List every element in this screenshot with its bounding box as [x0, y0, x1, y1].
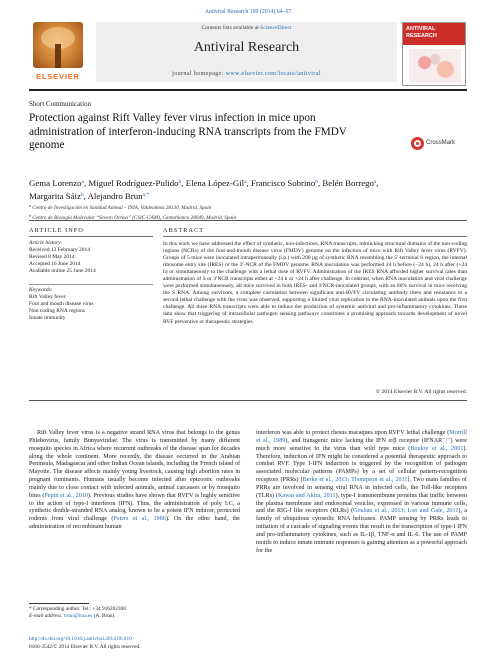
abstract-copyright: © 2014 Elsevier B.V. All rights reserved. — [375, 389, 467, 395]
affiliation-text: Centro de Investigación en Sanidad Animal – INIA, Valdeolmos 28130, Madrid, Spain — [31, 205, 212, 211]
body-text-segment: ). Therefore, induction of IFN might be considered a potential therapeutic approach to combat RVF. Type I-IFN induction is triggered by the recognition of pathogen associated molecular patterns (PAMPs) by a set of cellular pattern-recognition receptors (PRRs) [ — [256, 445, 468, 484]
citation-link[interactable]: Peters et al., 1986 — [113, 516, 166, 523]
article-history — [29, 240, 153, 275]
doi-link[interactable]: http://dx.doi.org/10.1016/j.antiviral.2014.06.010 — [29, 636, 132, 642]
author-separator: , — [246, 178, 251, 188]
elsevier-tree-icon — [33, 22, 83, 68]
body-text-segment: ]. Two main families of PRRs are involved in sensing viral RNA in infected cells, the Toll-like receptors (TLRs) ( — [256, 477, 467, 499]
abstract-bottom-divider — [29, 400, 467, 401]
body-text-segment: Rift Valley fever virus is a negative strand RNA virus that belongs to the genus Phlebovirus, family Bunyaviridae. The virus is transmitted by many different mosquito species in Africa where recurrent outbreaks of the disease span for decades along the whole continent. More recently, the disease occurred in the Arabian Peninsula, Madagascar and other Indian Ocean islands, including the French island of Mayotte. The disease affects mainly young livestock, causing high abortion rates in pregnant ruminants. Humans usually become infected after epizootic outbreaks mainly due to close contact with infected animals, animal carcasses or by mosquito bites ( — [29, 430, 240, 499]
author-affiliation-marker[interactable]: b — [80, 192, 84, 198]
body-column-left — [29, 430, 240, 532]
keywords — [29, 287, 153, 322]
keyword-item: Foot and mouth disease virus — [29, 301, 94, 307]
citation-link[interactable]: Morrill et al., 1989 — [256, 430, 467, 444]
author-separator: , — [83, 178, 89, 188]
author-affiliation-marker[interactable]: a — [244, 179, 247, 185]
citation-link[interactable]: Pepin et al., 2010 — [44, 492, 88, 499]
citation-link[interactable]: Bouloy et al., 2001 — [410, 445, 464, 452]
author-name[interactable]: Margarita Sáiz — [29, 191, 81, 201]
contents-line: Contents lists available at ScienceDirect — [201, 25, 292, 31]
crossmark-badge[interactable] — [411, 137, 467, 151]
author-affiliation-marker[interactable]: a — [373, 179, 377, 185]
keywords-label: Keywords: — [29, 287, 53, 293]
author-name[interactable]: Miguel Rodríguez-Pulido — [88, 178, 179, 188]
citation-link[interactable]: Goubau et al., 2013; Loo and Gale, 2011 — [353, 508, 459, 515]
author-affiliation-marker[interactable]: b — [315, 179, 318, 185]
keyword-item: Innate immunity — [29, 315, 66, 321]
body-column-right — [256, 430, 467, 556]
history-item: Accepted 16 June 2014 — [29, 261, 81, 267]
article-title: Protection against Rift Valley fever virus infection in mice upon administration of interferon-inducing RNA transcripts from the FMDV genome — [29, 112, 347, 152]
keyword-item: Rift Valley fever — [29, 294, 66, 300]
history-item: Received 13 February 2014 — [29, 247, 90, 253]
author-list — [29, 176, 469, 202]
affiliation-item — [29, 202, 469, 212]
body-text-segment: ), type-I transmembrane proteins that traffic between the plasma membrane and endosomal vesicles, expressed in various immune cells, and the RIG-I like receptors (RLRs) ( — [256, 492, 467, 515]
publisher-name: ELSEVIER — [36, 72, 80, 81]
elsevier-logo[interactable] — [29, 22, 87, 86]
body-text-segment: ). On the other hand, the administration of recombinant human — [29, 516, 241, 531]
journal-reference-link[interactable]: Antiviral Research 109 (2014) 64–67 — [204, 9, 292, 15]
article-type: Short Communication — [29, 100, 92, 108]
author-name[interactable]: Belén Borrego — [322, 178, 374, 188]
body-text-segment: interferon was able to protect rhesus macaques upon RVFV lethal challenge ( — [256, 430, 450, 436]
citation-link[interactable]: Berke et al., 2013; Thompson et al., 2011 — [302, 477, 408, 484]
cover-title: ANTIVIRAL RESEARCH — [403, 23, 465, 45]
sciencedirect-link[interactable]: ScienceDirect — [260, 25, 292, 31]
author-separator: , — [83, 191, 88, 201]
author-name[interactable]: Francisco Sobrino — [250, 178, 316, 188]
body-text-segment: ), a family of ubiquitous cytosolic RNA helicases. PAMP sensing by PRRs leads to initiation of a cascade of signaling events that result in the transcription of type-I IFN and pro-inflammatory cytokines, such as IL-1β, TNF-α and IL-6. The use of PAMP motifs to induce innate immune responses is gaining attention as a powerful approach for the — [256, 508, 468, 554]
author-email-link[interactable]: brun@inia.es — [64, 612, 93, 619]
article-info-divider — [29, 236, 153, 237]
history-item: Revised 8 May 2014 — [29, 254, 75, 260]
abstract-divider — [163, 236, 467, 237]
affiliation-marker: b — [29, 213, 31, 219]
journal-cover-image[interactable] — [402, 22, 466, 86]
author-separator: , — [317, 178, 323, 188]
author-separator: , — [376, 178, 379, 188]
corresponding-author-footnote — [29, 606, 240, 620]
affiliation-marker: a — [29, 203, 31, 208]
author-name[interactable]: Gema Lorenzo — [29, 178, 82, 188]
issn-line: 0166-3542/© 2014 Elsevier B.V. All rights reserved. — [29, 644, 141, 650]
abstract-heading: ABSTRACT — [163, 227, 205, 234]
footnote-corresponding: * Corresponding author. Tel.: +34 916202300. — [29, 606, 128, 612]
abstract-text: In this work we have addressed the effect of synthetic, non-infectious, RNA transcripts, mimicking structural domains of the non-coding regions (NCRs) of the foot-and-mouth disease virus (FMDV) genome on the infection of mice with Rift Valley fever virus (RVFV). Groups of 5 mice were inoculated intraperitoneally (i.p.) with 200 μg of synthetic RNA resembling the 5′-terminal S region, the internal ribosome entry site (IRES) or the 3′-NCR of the FMDV genome. RNA inoculation was performed 24 h before (−24 h), 24 h after (+24 h) or simultaneously to the challenge with a lethal dose of RVFV. Administration of the IRES RNA afforded higher survival rates than administration of S or 3′NCR transcripts either at −24 h or +24 h after challenge. In contrast, when RNA inoculation and viral challenge were performed simultaneously, all mice survived in both IRES- and 3′NCR-inoculated groups, with an 80% survival in mice receiving the S RNA. Among survivors, a complete correlation between significant anti-RVFV circulating antibody titers and resistance to a second lethal challenge with the virus was observed, supporting a limited viral replication in the RNA-inoculated animals upon the first challenge. All three RNA transcripts were able to induce the production of systemic antiviral and pro-inflammatory cytokines. These data show that triggering of intracellular pathogen sensing pathways constitutes a promising approach towards development of novel RVF preventive or therapeutic strategies. — [163, 241, 467, 325]
footnote-divider — [29, 603, 89, 604]
body-text-segment: ). Previous studies have shown that RVFV is highly sensitive to the action of type-I interferon (IFN). Thus, the administration of poly I:C, a synthetic double-stranded RNA analog, known to be a potent IFN inducer, protected rodents from viral challenge ( — [29, 492, 240, 523]
author-affiliation-marker[interactable]: a,* — [142, 192, 150, 198]
history-item: Available online 25 June 2014 — [29, 268, 96, 274]
body-text-segment: ), and transgenic mice lacking the IFN α/β receptor (IFNAR⁻/⁻) were much more sensitive to the virus than wild type mice ( — [256, 437, 467, 452]
journal-homepage-link[interactable]: www.elsevier.com/locate/antiviral — [225, 71, 321, 77]
affiliation-item — [29, 212, 469, 222]
cover-art — [409, 49, 461, 83]
citation-link[interactable]: Kawai and Akira, 2011 — [277, 492, 336, 499]
keyword-item: Non coding RNA regions — [29, 308, 86, 314]
author-name[interactable]: Alejandro Brun — [87, 191, 143, 201]
author-name[interactable]: Elena López-Gil — [185, 178, 245, 188]
author-separator: , — [181, 178, 186, 188]
header-divider — [29, 89, 467, 91]
crossmark-icon — [411, 137, 424, 150]
affiliation-text: Centro de Biología Molecular “Severo Ochoa” (CSIC-UAM), Cantoblanco 28049, Madrid, Spain — [31, 215, 237, 222]
article-info-heading: ARTICLE INFO — [29, 227, 84, 234]
crossmark-label: CrossMark — [426, 140, 456, 146]
author-affiliation-marker[interactable]: b — [178, 179, 182, 185]
footnote-email-line: E-mail address: brun@inia.es (A. Brun). — [29, 612, 116, 619]
keywords-divider — [29, 284, 153, 285]
title-divider — [29, 220, 467, 221]
journal-title: Antiviral Research — [193, 40, 300, 55]
history-label: Article history: — [29, 240, 63, 246]
journal-header-box — [96, 22, 397, 82]
author-affiliation-marker[interactable]: a — [81, 179, 84, 185]
journal-homepage-line: journal homepage: www.elsevier.com/locate/antiviral — [172, 71, 321, 77]
